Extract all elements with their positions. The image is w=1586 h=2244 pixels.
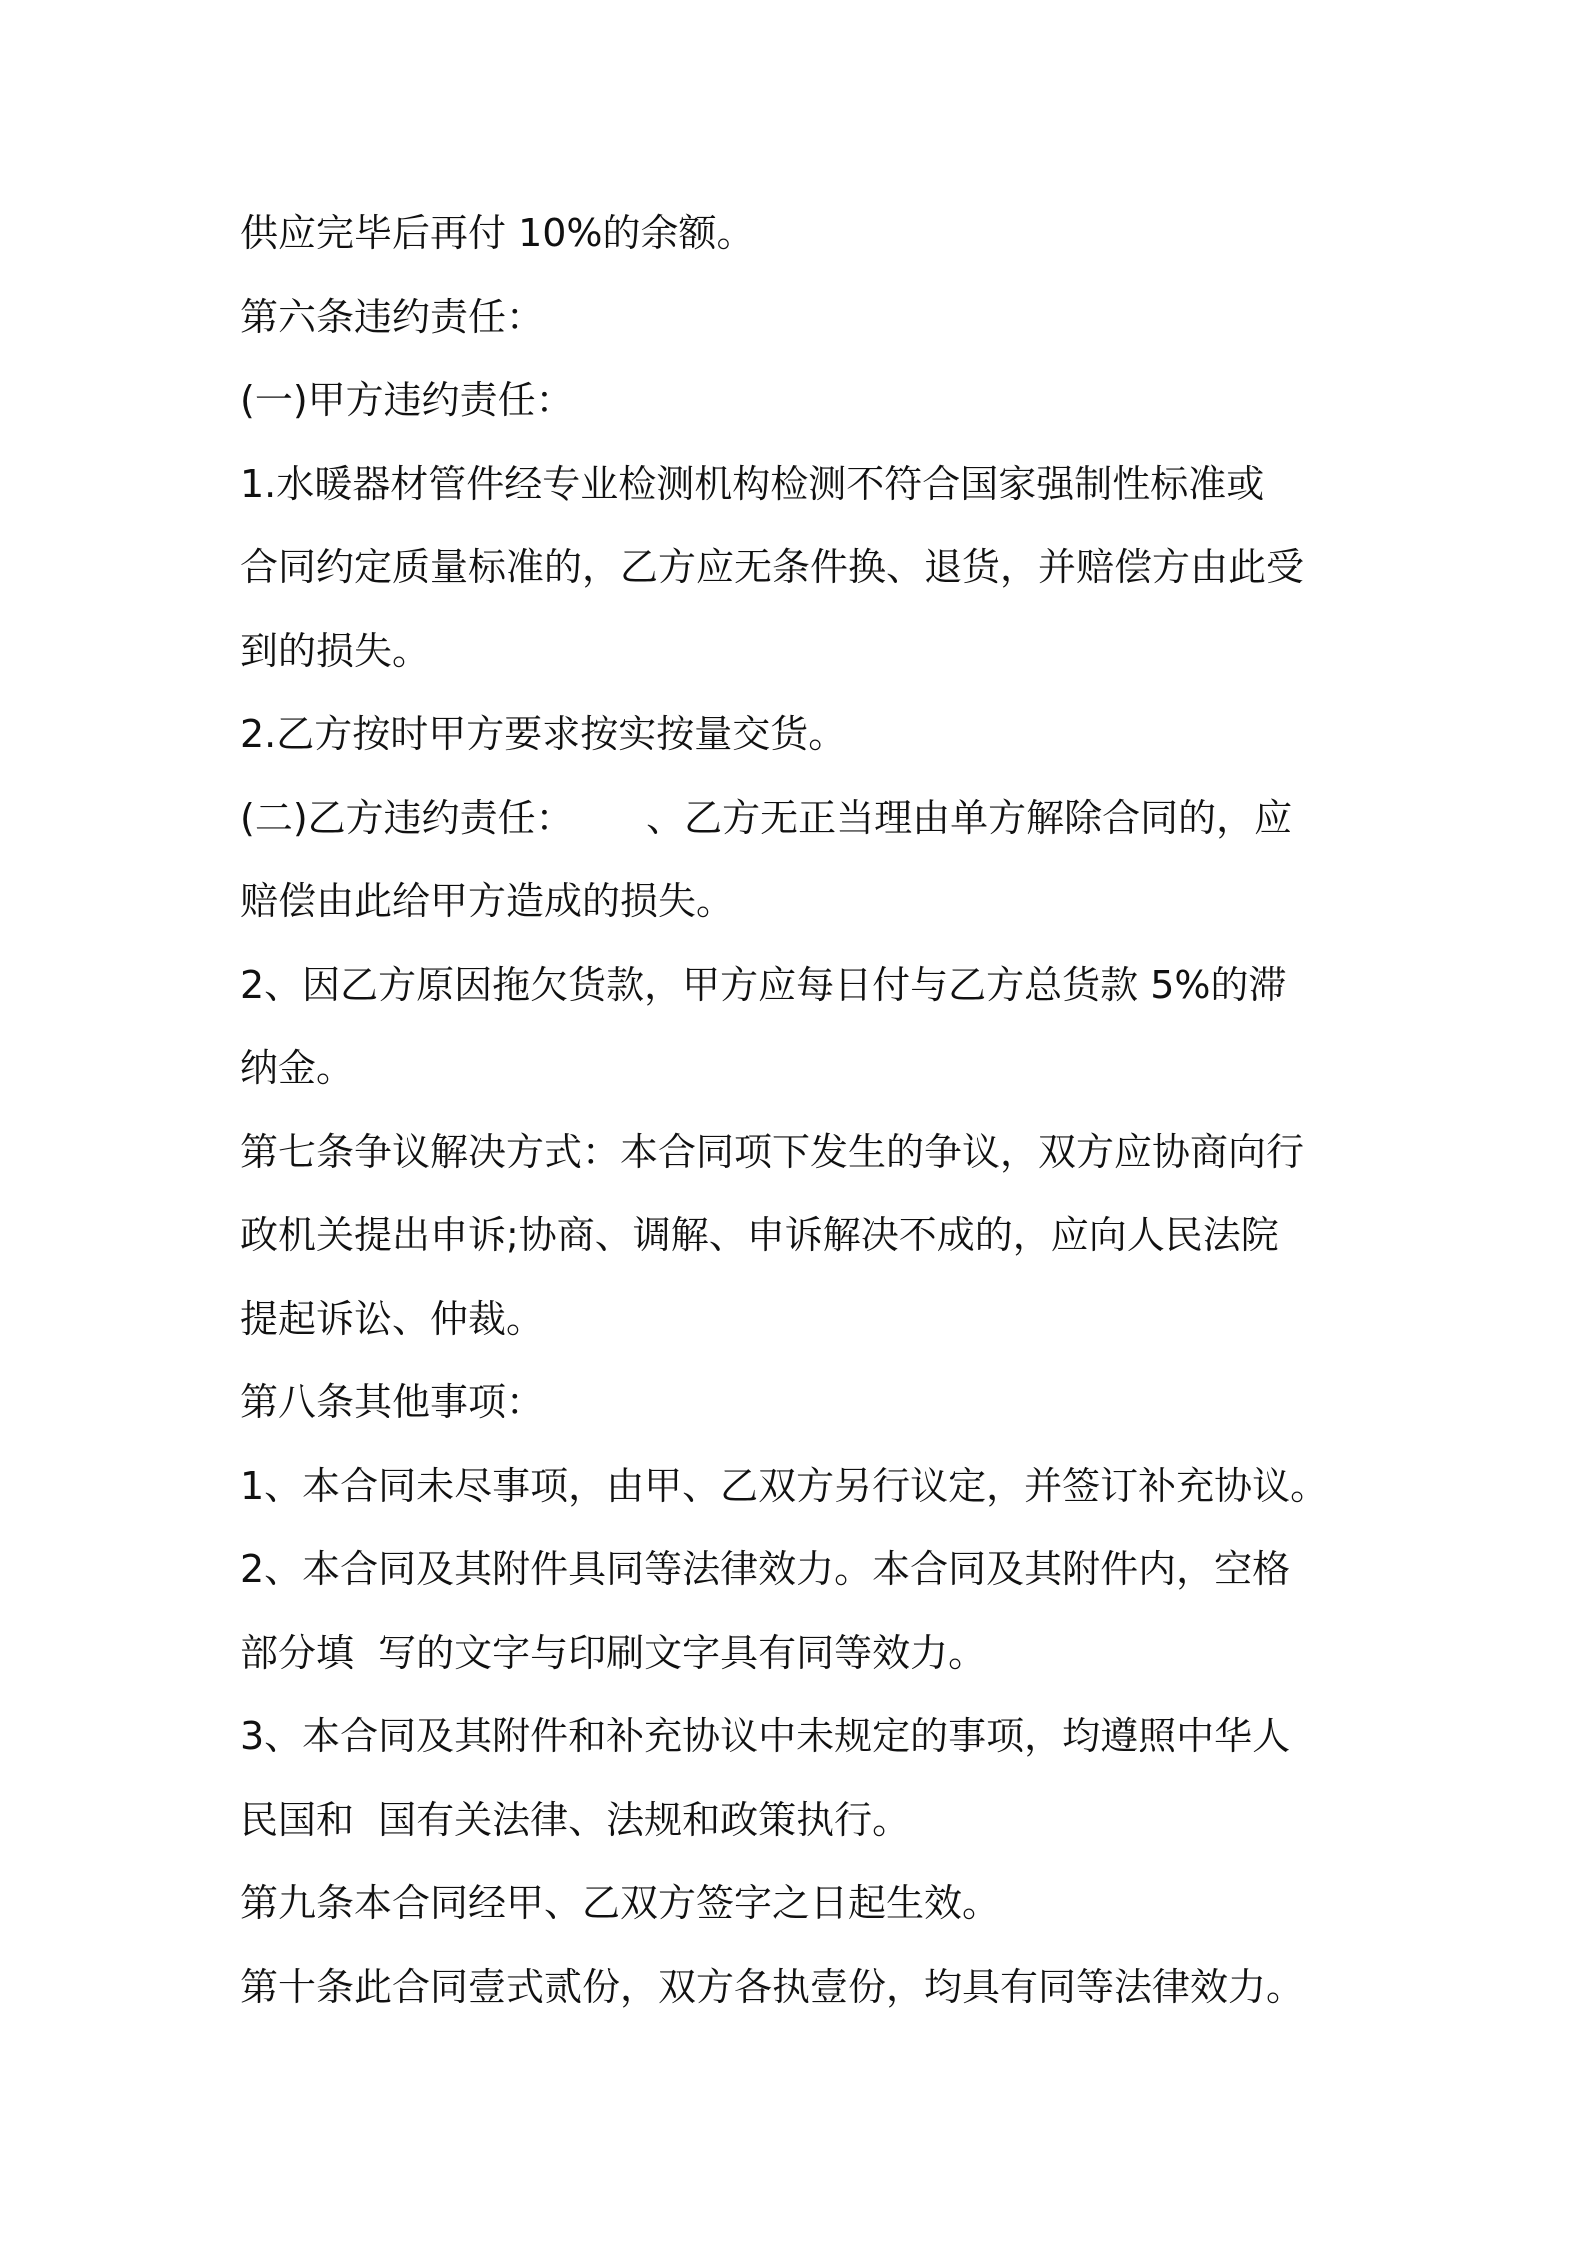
- section-heading: 第十条此合同壹式贰份，双方各执壹份，均具有同等法律效力。: [240, 1964, 1305, 2009]
- text-line: 政机关提出申诉;协商、调解、申诉解决不成的，应向人民法院: [240, 1213, 1279, 1257]
- text-line: 3、本合同及其附件和补充协议中未规定的事项，均遵照中华人: [240, 1714, 1291, 1758]
- text-line: 1、本合同未尽事项，由甲、乙双方另行议定，并签订补充协议。: [240, 1463, 1329, 1508]
- text-line: 合同约定质量标准的，乙方应无条件换、退货，并赔偿方由此受: [240, 545, 1305, 589]
- text-line: 2、因乙方原因拖欠货款，甲方应每日付与乙方总货款 5%的滞: [240, 962, 1287, 1007]
- text-line: 供应完毕后再付 10%的余额。: [240, 211, 755, 255]
- section-heading: 第七条争议解决方式：本合同项下发生的争议，双方应协商向行: [240, 1129, 1305, 1174]
- text-line: 2.乙方按时甲方要求按实按量交货。: [240, 712, 847, 756]
- text-line: 部分填 写的文字与印刷文字具有同等效力。: [240, 1630, 987, 1675]
- text-line: 到的损失。: [240, 628, 431, 673]
- text-line: 纳金。: [240, 1046, 355, 1090]
- section-heading: 第八条其他事项：: [240, 1380, 545, 1424]
- text-line: 民国和 国有关法律、法规和政策执行。: [240, 1797, 911, 1842]
- text-line: 提起诉讼、仲裁。: [240, 1296, 545, 1341]
- section-heading: 第九条本合同经甲、乙双方签字之日起生效。: [240, 1881, 1001, 1925]
- subsection-heading: (一)甲方违约责任：: [240, 378, 574, 422]
- text-line: 1.水暖器材管件经专业检测机构检测不符合国家强制性标准或: [240, 461, 1265, 506]
- section-heading: 第六条违约责任：: [240, 294, 545, 339]
- contract-text: [240, 192, 1380, 2029]
- text-line: 2、本合同及其附件具同等法律效力。本合同及其附件内，空格: [240, 1547, 1291, 1591]
- subsection-heading: (二)乙方违约责任： 、乙方无正当理由单方解除合同的，应: [240, 795, 1293, 840]
- text-line: 赔偿由此给甲方造成的损失。: [240, 879, 735, 923]
